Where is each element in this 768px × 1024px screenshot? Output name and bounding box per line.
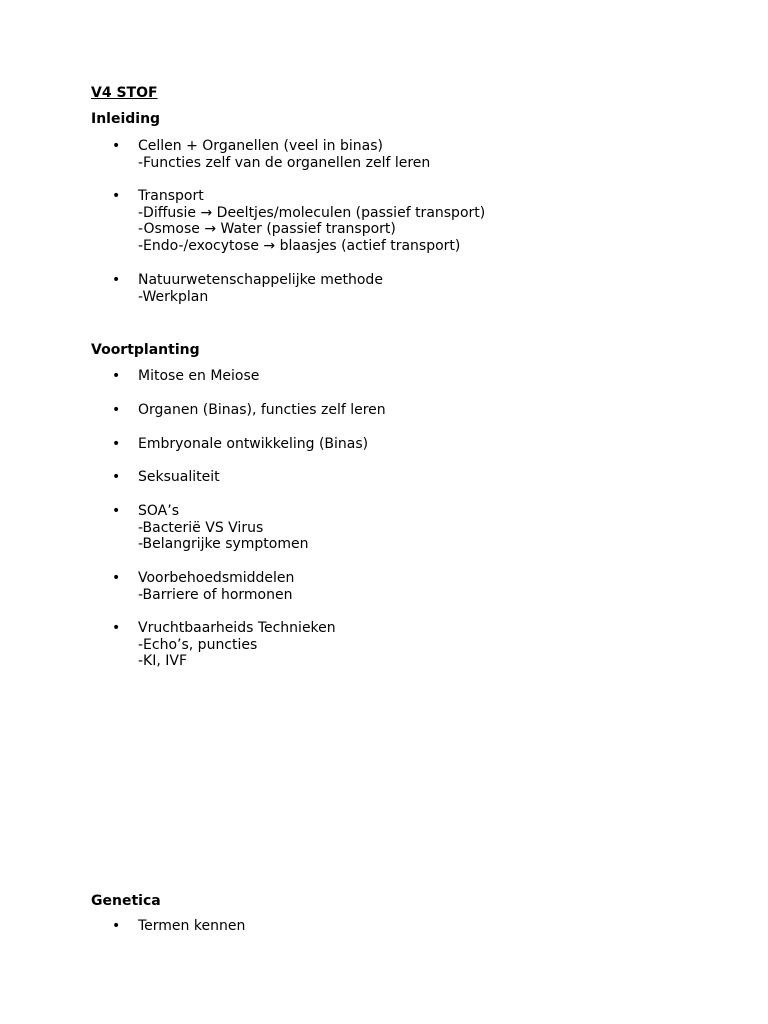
list-item-line: Cellen + Organellen (veel in binas): [138, 138, 383, 154]
list-item-line: Transport: [138, 188, 204, 204]
list-item-line: Termen kennen: [138, 918, 246, 934]
list-item-line: Mitose en Meiose: [138, 368, 260, 384]
list-item-line: Organen (Binas), functies zelf leren: [138, 402, 386, 418]
list-item-line: SOA’s: [138, 503, 179, 519]
list-item: [138, 368, 259, 385]
bullet-icon: •: [112, 138, 121, 154]
document-title: V4 STOF: [91, 85, 158, 101]
bullet-icon: •: [112, 918, 121, 934]
bullet-icon: •: [112, 272, 121, 288]
list-item-line: Vruchtbaarheids Technieken: [138, 620, 336, 636]
list-item-line: Voorbehoedsmiddelen: [138, 570, 295, 586]
list-item-line: -Barriere of hormonen: [138, 586, 293, 603]
list-item-line: Natuurwetenschappelijke methode: [138, 272, 383, 288]
list-item-line: -Werkplan: [138, 288, 209, 305]
list-item-line: -Bacterië VS Virus: [138, 519, 264, 536]
list-item-line: -Endo-/exocytose → blaasjes (actief transport): [138, 237, 461, 254]
list-item-line: -Belangrijke symptomen: [138, 536, 309, 553]
section-heading-voortplanting: Voortplanting: [91, 342, 200, 358]
list-item: [138, 436, 368, 453]
list-item: [138, 918, 245, 935]
list-item: [138, 402, 386, 419]
list-item-line: -KI, IVF: [138, 653, 188, 670]
bullet-icon: •: [112, 469, 121, 485]
bullet-icon: •: [112, 368, 121, 384]
list-item: [138, 570, 294, 603]
section-heading-genetica: Genetica: [91, 893, 161, 909]
list-item: [138, 138, 430, 171]
section-heading-inleiding: Inleiding: [91, 111, 161, 127]
list-item-line: -Echo’s, puncties: [138, 636, 258, 653]
list-item: [138, 272, 383, 305]
list-item-line: Seksualiteit: [138, 469, 220, 485]
list-item-line: Embryonale ontwikkeling (Binas): [138, 436, 369, 452]
list-item: [138, 503, 309, 553]
list-item: [138, 620, 336, 670]
list-item-line: -Osmose → Water (passief transport): [138, 221, 396, 238]
list-item-line: -Diffusie → Deeltjes/moleculen (passief transport): [138, 204, 486, 221]
list-item: [138, 469, 220, 486]
bullet-icon: •: [112, 402, 121, 418]
list-item-line: -Functies zelf van de organellen zelf leren: [138, 154, 431, 171]
bullet-icon: •: [112, 436, 121, 452]
bullet-icon: •: [112, 620, 121, 636]
bullet-icon: •: [112, 188, 121, 204]
list-item: [138, 188, 485, 254]
bullet-icon: •: [112, 570, 121, 586]
bullet-icon: •: [112, 503, 121, 519]
